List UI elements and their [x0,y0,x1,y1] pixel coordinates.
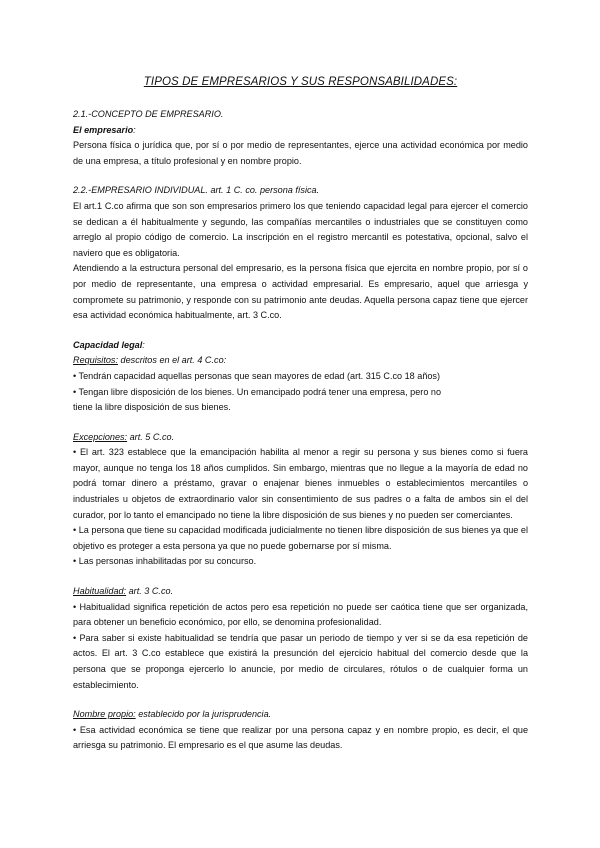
requisitos-text: descritos en el art. 4 C.co: [118,355,227,366]
bullet-emancipacion: • El art. 323 establece que la emancipación habilita al menor a regir su persona y sus bienes como si fuera mayor, aunque no tenga los 18 años cumplidos. Sin embargo, mientras que no llegue a la mayoría de edad no podrá tomar dinero a préstamo, gravar o enajenar bienes inmuebles o establecimientos mercantiles o industriales u objetos de extraordinario valor sin consentimiento de sus padres o a falta de ambos sin el del curador, por lo tanto el emancipado no tiene la libre disposición de sus bienes y no pueden ser comerciantes. [73,447,528,520]
requisitos-label: Requisitos: [73,355,118,366]
bullet-libre-disposicion: • Tengan libre disposición de los bienes. Un emancipado podrá tener una empresa, pero no [73,386,442,397]
section-heading-individual: 2.2.-EMPRESARIO INDIVIDUAL. art. 1 C. co. persona física. [73,185,320,196]
nombre-propio-text: establecido por la jurisprudencia. [135,709,272,720]
subheading-text: El empresario [73,124,134,135]
habitualidad-line [73,584,528,600]
document-title: TIPOS DE EMPRESARIOS Y SUS RESPONSABILIDADES: [143,76,458,88]
paragraph-art1: El art.1 C.co afirma que son son empresarios primero los que teniendo capacidad legal para ejercer el comercio se dedican a él habitualmente y segundo, las compañías mercantiles o industriales que se constituyen como arreglo al propio código de comercio. La inscripción en el registro mercantil es potestativa, opcional, salvo el naviero que es obligatoria. [73,200,528,258]
habitualidad-label: Habitualidad: [73,586,127,597]
subheading-colon: : [133,124,136,135]
nombre-propio-line [73,707,528,723]
capacidad-heading-colon: : [142,339,145,350]
bullet-libre-disposicion-cont: tiene la libre disposición de sus bienes. [73,402,231,413]
bullet-capacidad-modificada: • La persona que tiene su capacidad modificada judicialmente no tienen libre disposición de sus bienes ya que el objetivo es proteger a esta persona ya que no puede gobernarse por sí misma. [73,525,528,551]
bullet-inhabilitadas: • Las personas inhabilitadas por su concurso. [73,556,257,567]
nombre-propio-label: Nombre propio: [73,709,136,720]
paragraph-definicion: Persona física o jurídica que, por sí o por medio de representantes, ejerce una actividad económica por medio de una empresa, a título profesional y en nombre propio. [73,140,528,166]
subheading-capacidad [73,338,528,354]
capacidad-heading-text: Capacidad legal [73,339,143,350]
bullet-mayores-edad: • Tendrán capacidad aquellas personas que sean mayores de edad (art. 315 C.co 18 años) [73,370,441,381]
section-heading-concepto: 2.1.-CONCEPTO DE EMPRESARIO. [73,109,224,119]
excepciones-text: art. 5 C.co. [127,431,175,442]
paragraph-estructura: Atendiendo a la estructura personal del empresario, es la persona física que ejercita en nombre propio, por sí o por medio de representante, una empresa o actividad empresarial. Es empresario, aquel que arriesga y compromete su patrimonio, y responde con su patrimonio ante deudas. Aquella persona capaz tiene que ejercer esa actividad económica habitualmente, art. 3 C.co. [73,263,528,321]
excepciones-line [73,430,528,446]
habitualidad-text: art. 3 C.co. [126,586,174,597]
bullet-periodo-tiempo: • Para saber si existe habitualidad se tendría que pasar un periodo de tiempo y ver si se da esa repetición de actos. El art. 3 C.co establece que existirá la presunción del ejercicio habitual del comercio desde que la persona que se proponga ejercerlo lo anuncie, por medio de circulares, rótulos o de cualquier forma un establecimiento. [73,632,528,690]
bullet-nombre-propio: • Esa actividad económica se tiene que realizar por una persona capaz y en nombre propio, es decir, el que arriesga su patrimonio. El empresario es el que asume las deudas. [73,724,528,751]
subheading-el-empresario [73,123,528,139]
bullet-repeticion-actos: • Habitualidad significa repetición de actos pero esa repetición no puede ser caótica tiene que ser organizada, para obtener un beneficio económico, por ello, se denomina profesionalidad. [73,601,528,628]
requisitos-line [73,353,528,369]
excepciones-label: Excepciones: [73,431,128,442]
